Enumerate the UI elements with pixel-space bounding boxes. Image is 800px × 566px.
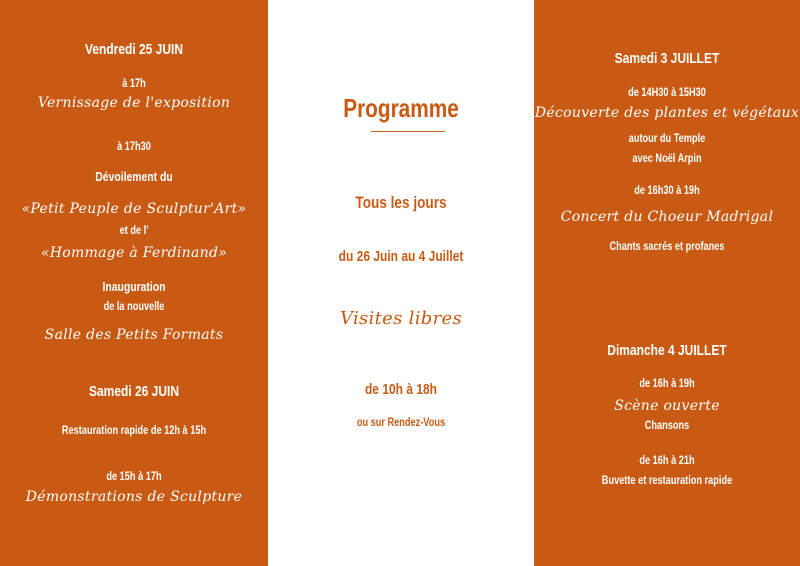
saturday-3-around: autour du Temple: [628, 133, 706, 145]
free-visits: Visites libres: [339, 308, 462, 329]
saturday-3-songs: Chants sacrés et profanes: [609, 241, 725, 253]
sunday-4-event-open-stage: Scène ouverte: [614, 398, 720, 414]
sunday-4-songs: Chansons: [644, 420, 690, 432]
friday-time-1: à 17h: [122, 78, 146, 90]
left-panel: [0, 0, 268, 566]
every-day: Tous les jours: [355, 193, 447, 212]
saturday-3-time-2: de 16h30 à 19h: [634, 185, 700, 197]
title-divider: [371, 131, 445, 132]
friday-new-room: de la nouvelle: [103, 301, 165, 313]
saturday-26-event: Démonstrations de Sculpture: [25, 489, 243, 505]
saturday-26-restoration: Restauration rapide de 12h à 15h: [61, 425, 207, 437]
saturday-26-time: de 15h à 17h: [106, 471, 162, 483]
opening-hours: de 10h à 18h: [364, 381, 438, 398]
dates-range: du 26 Juin au 4 Juillet: [338, 248, 464, 265]
appointment: ou sur Rendez-Vous: [356, 417, 446, 429]
saturday-3-event-plants: Découverte des plantes et végétaux: [534, 105, 800, 121]
saturday-26-heading: Samedi 26 JUIN: [88, 383, 180, 400]
sunday-4-refreshments: Buvette et restauration rapide: [601, 475, 733, 487]
sunday-4-heading: Dimanche 4 JUILLET: [607, 342, 727, 359]
friday-title-hommage: «Hommage à Ferdinand»: [40, 245, 228, 261]
sunday-4-time-2: de 16h à 21h: [639, 455, 695, 467]
friday-room-name: Salle des Petits Formats: [44, 327, 224, 343]
page-title: Programme: [343, 93, 459, 123]
sunday-4-time-1: de 16h à 19h: [639, 378, 695, 390]
right-panel: [534, 0, 800, 566]
friday-title-petit-peuple: «Petit Peuple de Sculptur'Art»: [21, 201, 247, 217]
friday-event-vernissage: Vernissage de l'exposition: [37, 95, 231, 111]
saturday-3-heading: Samedi 3 JUILLET: [614, 50, 720, 67]
saturday-3-with: avec Noël Arpin: [632, 153, 702, 165]
saturday-3-time-1: de 14H30 à 15H30: [628, 87, 706, 99]
friday-unveiling: Dévoilement du: [95, 169, 173, 184]
saturday-3-event-concert: Concert du Choeur Madrigal: [560, 209, 774, 225]
friday-heading: Vendredi 25 JUIN: [84, 41, 184, 58]
friday-inauguration: Inauguration: [102, 279, 166, 294]
friday-and: et de l': [119, 225, 149, 237]
friday-time-2: à 17h30: [117, 141, 151, 153]
middle-panel: [268, 0, 534, 566]
